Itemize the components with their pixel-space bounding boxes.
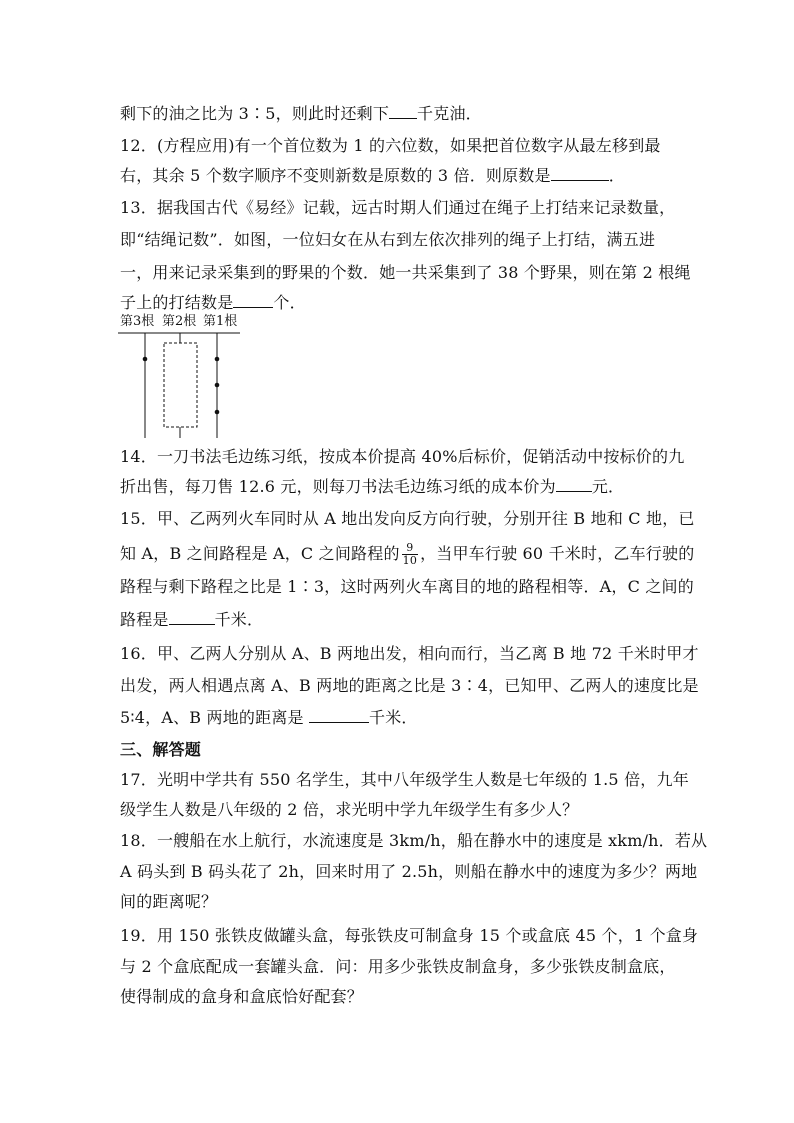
section-heading: 三、解答题 [120, 740, 202, 759]
q14-line-2: 折出售，每刀售 12.6 元，则每刀书法毛边练习纸的成本价为 元． [120, 477, 625, 496]
answer-blank[interactable] [389, 104, 417, 119]
answer-blank[interactable] [556, 477, 592, 492]
q19-line-3: 使得制成的盒身和盒底恰好配套？ [120, 987, 364, 1006]
answer-blank[interactable] [169, 610, 215, 625]
q17-line-1: 17．光明中学共有 550 名学生，其中八年级学生人数是七年级的 1.5 倍，九年 [120, 770, 689, 789]
q19-line-1: 19．用 150 张铁皮做罐头盒，每张铁皮可制盒身 15 个或盒底 45 个，1 个盒身 [120, 926, 699, 945]
q14-line-1: 14．一刀书法毛边练习纸，按成本价提高 40%后标价，促销活动中按标价的九 [120, 447, 685, 466]
fraction-9-10: $\frac{9}{10}$ [402, 541, 418, 567]
rope-3-label: 第3根 [120, 314, 155, 329]
knot-rope-diagram [118, 316, 243, 441]
q17-line-2: 级学生人数是八年级的 2 倍，求光明中学九年级学生有多少人？ [120, 800, 579, 819]
q13-line-4: 子上的打结数是 个． [120, 293, 306, 312]
q16-line-2: 出发，两人相遇点离 A、B 两地的距离之比是 3∶4，已知甲、乙两人的速度比是 [120, 676, 699, 695]
answer-blank[interactable] [551, 166, 609, 181]
q15-line-4: 路程是 千米． [120, 610, 264, 629]
q16-line-1: 16．甲、乙两人分别从 A、B 两地出发，相向而行，当乙离 B 地 72 千米时甲才 [120, 644, 699, 663]
answer-blank[interactable] [233, 293, 273, 308]
q15-line-2: 知 A，B 之间路程是 A，C 之间路程的 $\frac{9}{10}$ ，当甲车行驶 60 千米时，乙车行驶的 [120, 541, 695, 567]
q13-line-3: 一，用来记录采集到的野果的个数．她一共采集到了 38 个野果，则在第 2 根绳 [120, 263, 691, 282]
q18-line-3: 间的距离呢？ [120, 892, 218, 911]
q11-line-1: 剩下的油之比为 3∶5，则此时还剩下 千克油． [120, 104, 482, 123]
q19-line-2: 与 2 个盒底配成一套罐头盒．问：用多少张铁皮制盒身，多少张铁皮制盒底， [120, 957, 676, 976]
q18-line-1: 18．一艘船在水上航行，水流速度是 3km/h，船在静水中的速度是 xkm/h．若从 [120, 831, 708, 850]
knot [215, 410, 220, 415]
q12-line-1: 12．(方程应用)有一个首位数为 1 的六位数，如果把首位数字从最左移到最 [120, 136, 661, 155]
q16-line-3: 5∶4，A、B 两地的距离是 千米． [120, 708, 418, 727]
answer-blank[interactable] [309, 708, 369, 723]
knot [215, 357, 220, 362]
rope-2-label: 第2根 [162, 314, 197, 329]
knot [143, 357, 148, 362]
q18-line-2: A 码头到 B 码头花了 2h，回来时用了 2.5h，则船在静水中的速度为多少？两地 [120, 862, 698, 881]
q13-line-2: 即“结绳记数”．如图，一位妇女在从右到左依次排列的绳子上打结，满五进 [120, 230, 656, 249]
q12-line-2: 右，其余 5 个数字顺序不变则新数是原数的 3 倍．则原数是 ． [120, 166, 625, 185]
rope-1-label: 第1根 [203, 314, 238, 329]
q15-line-1: 15．甲、乙两列火车同时从 A 地出发向反方向行驶，分别开往 B 地和 C 地，已 [120, 509, 695, 528]
q13-line-1: 13．据我国古代《易经》记载，远古时期人们通过在绳子上打结来记录数量， [120, 198, 676, 217]
q15-line-3: 路程与剩下路程之比是 1∶3，这时两列火车离目的地的路程相等．A，C 之间的 [120, 577, 694, 596]
knot-rope-drawing [118, 316, 243, 441]
knot [215, 383, 220, 388]
hidden-knots-box [164, 343, 197, 427]
